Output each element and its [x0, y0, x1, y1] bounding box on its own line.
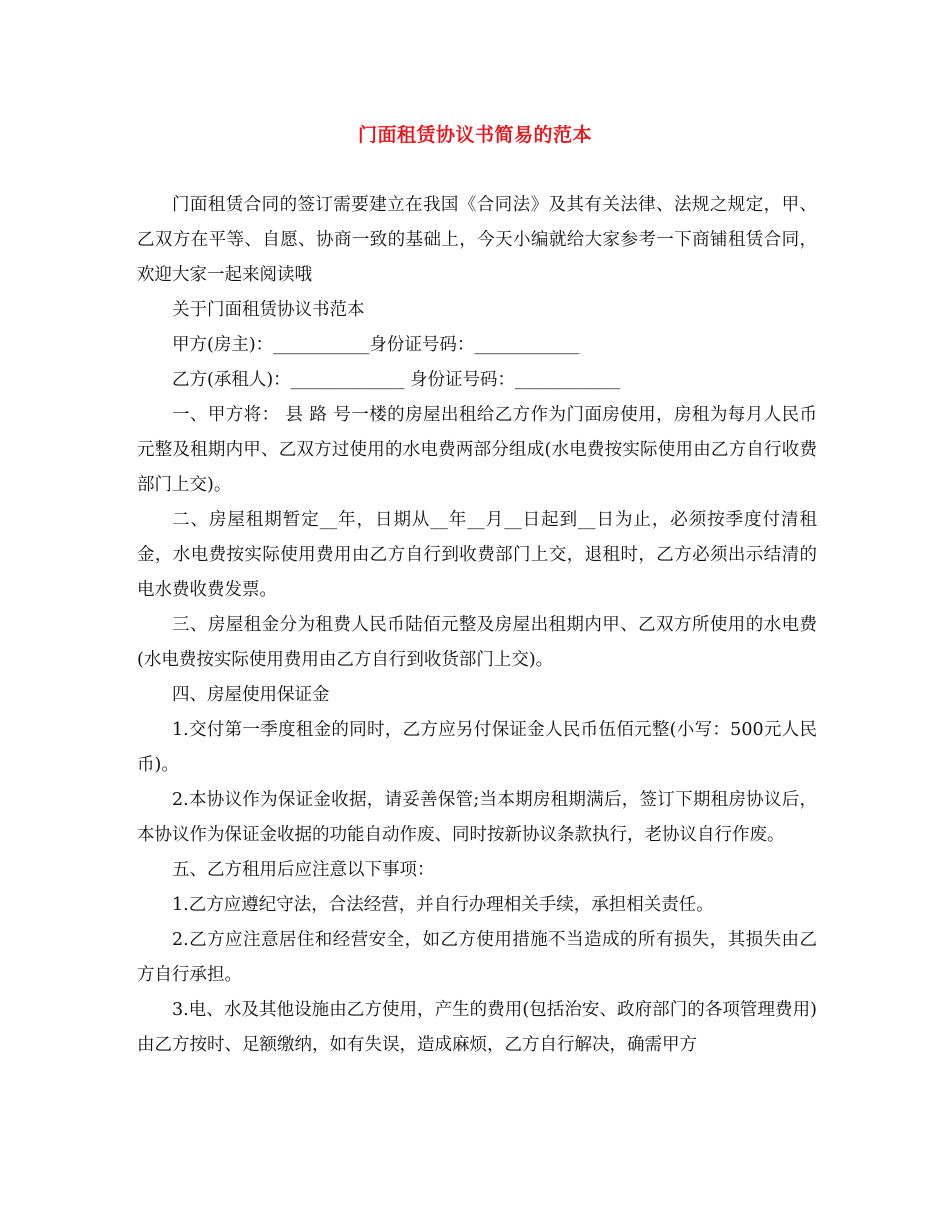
paragraph-intro: 门面租赁合同的签订需要建立在我国《合同法》及其有关法律、法规之规定，甲、乙双方在平等、自愿、协商一致的基础上，今天小编就给大家参考一下商铺租赁合同，欢迎大家一起来阅读哦	[137, 195, 817, 285]
document-body	[137, 188, 817, 1063]
paragraph-clause-2: 二、房屋租期暂定__年，日期从__年__月__日起到__日为止，必须按季度付清租金，水电费按实际使用费用由乙方自行到收费部门上交，退租时，乙方必须出示结清的电水费收费发票。	[137, 510, 817, 600]
document-title: 门面租赁协议书简易的范本	[357, 124, 592, 146]
paragraph-clause-4-heading: 四、房屋使用保证金	[172, 685, 330, 705]
paragraph-party-a: 甲方(房主)：___________身份证号码：____________	[172, 335, 580, 355]
paragraph-clause-1: 一、甲方将： 县 路 号一楼的房屋出租给乙方作为门面房使用，房租为每月人民币 元整及租期内甲、乙双方过使用的水电费两部分组成(水电费按实际使用由乙方自行收费部门上交)。	[137, 405, 817, 495]
paragraph-clause-5-item-1: 1.乙方应遵纪守法，合法经营，并自行办理相关手续，承担相关责任。	[172, 895, 714, 915]
paragraph-clause-5-item-2: 2.乙方应注意居住和经营安全，如乙方使用措施不当造成的所有损失，其损失由乙方自行承担。	[137, 930, 817, 985]
paragraph-clause-4-item-1: 1.交付第一季度租金的同时，乙方应另付保证金人民币伍佰元整(小写：500元人民币)。	[137, 720, 817, 775]
paragraph-clause-4-item-2: 2.本协议作为保证金收据，请妥善保管;当本期房租期满后，签订下期租房协议后，本协议作为保证金收据的功能自动作废、同时按新协议条款执行，老协议自行作废。	[137, 790, 817, 845]
paragraph-party-b: 乙方(承租人)：_____________ 身份证号码：____________	[172, 370, 620, 390]
paragraph-clause-3: 三、房屋租金分为租费人民币陆佰元整及房屋出租期内甲、乙双方所使用的水电费(水电费按实际使用费用由乙方自行到收货部门上交)。	[137, 615, 817, 670]
paragraph-clause-5-item-3: 3.电、水及其他设施由乙方使用，产生的费用(包括治安、政府部门的各项管理费用)由乙方按时、足额缴纳，如有失误，造成麻烦，乙方自行解决，确需甲方	[137, 1000, 817, 1055]
paragraph-subtitle: 关于门面租赁协议书范本	[172, 300, 365, 320]
paragraph-clause-5-heading: 五、乙方租用后应注意以下事项：	[172, 860, 435, 880]
